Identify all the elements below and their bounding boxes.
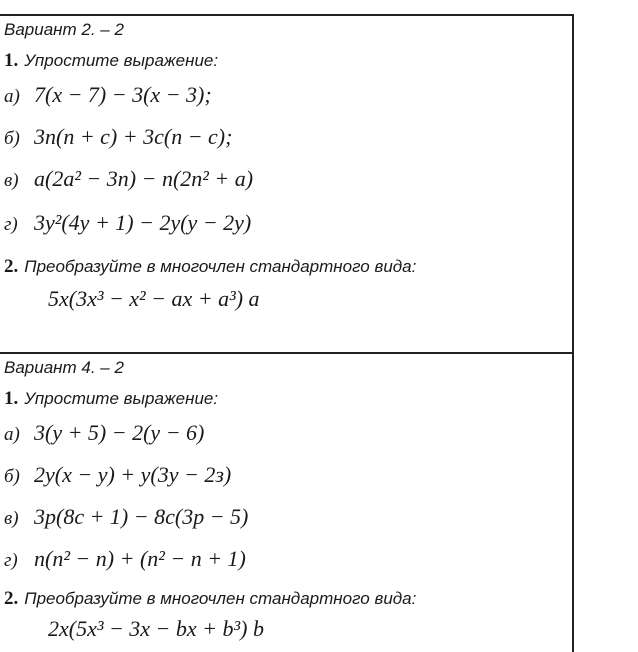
task-number: 2. [4, 588, 19, 609]
exercise-item [4, 462, 231, 488]
exercise-item [4, 124, 232, 150]
task-1-heading [4, 50, 218, 72]
item-expression: 3p(8c + 1) − 8c(3p − 5) [34, 504, 249, 529]
exercise-item [4, 82, 212, 108]
task-1-heading [4, 388, 218, 410]
item-label: а) [4, 424, 20, 445]
item-label: в) [4, 508, 19, 529]
item-expression: 2y(x − y) + y(3y − 2з) [34, 462, 232, 487]
task-text: Преобразуйте в многочлен стандартного вида: [24, 257, 417, 276]
exercise-item [4, 210, 251, 236]
exercise-item [4, 166, 253, 192]
variant-2-card [0, 14, 574, 352]
task-text: Преобразуйте в многочлен стандартного вида: [24, 589, 417, 608]
item-expression: 3n(n + c) + 3c(n − c); [34, 124, 233, 149]
item-expression: a(2a² − 3n) − n(2n² + a) [34, 166, 254, 191]
task-2-heading [4, 256, 416, 278]
item-label: а) [4, 86, 20, 107]
polynomial-expression: 2x(5x³ − 3x − bx + b³) b [48, 616, 264, 641]
item-label: г) [4, 550, 18, 571]
item-expression: 7(x − 7) − 3(x − 3); [34, 82, 212, 107]
task-text: Упростите выражение: [24, 389, 219, 408]
item-expression: 3(y + 5) − 2(y − 6) [34, 420, 205, 445]
item-label: в) [4, 170, 19, 191]
task-number: 1. [4, 50, 19, 71]
item-expression: 3y²(4y + 1) − 2y(y − 2y) [34, 210, 252, 235]
task-number: 2. [4, 256, 19, 277]
item-label: г) [4, 214, 18, 235]
task-2-heading [4, 588, 416, 610]
exercise-item [4, 546, 246, 572]
exercise-item [4, 504, 248, 530]
item-label: б) [4, 466, 20, 487]
task-number: 1. [4, 388, 19, 409]
variant-title: Вариант 2. – 2 [4, 20, 124, 39]
variant-4-card [0, 352, 574, 652]
polynomial-expression: 5x(3x³ − x² − ax + a³) a [48, 286, 260, 311]
item-label: б) [4, 128, 20, 149]
variant-title: Вариант 4. – 2 [4, 358, 124, 377]
item-expression: n(n² − n) + (n² − n + 1) [34, 546, 246, 571]
task-text: Упростите выражение: [24, 51, 219, 70]
exercise-item [4, 420, 204, 446]
